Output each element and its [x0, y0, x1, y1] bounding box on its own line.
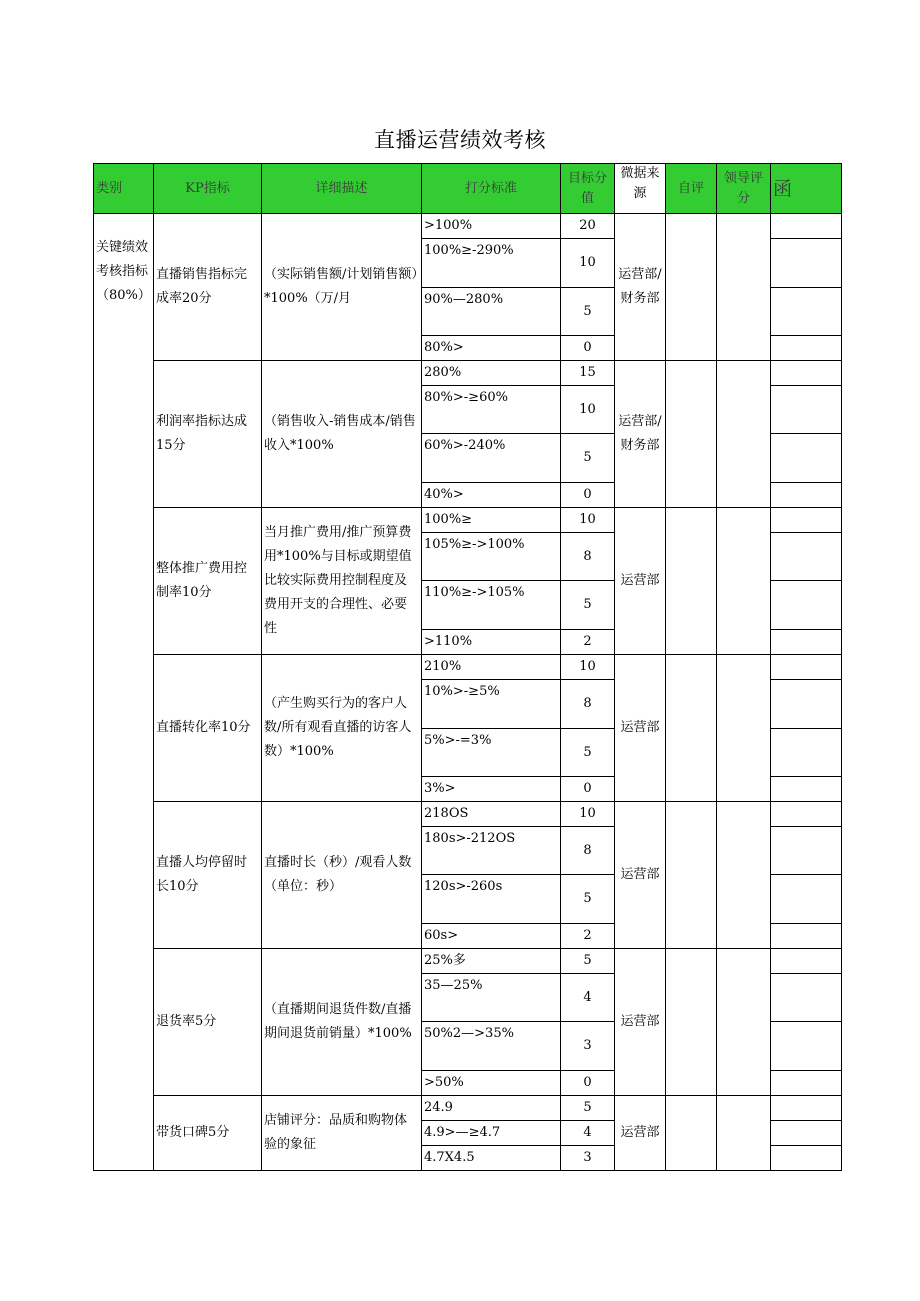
score-cell: 5 — [561, 434, 615, 483]
score-cell: 5 — [561, 581, 615, 630]
standard-cell: 24.9 — [422, 1096, 561, 1121]
score-cell: 2 — [561, 630, 615, 655]
header-self-eval: 自评 — [666, 164, 717, 214]
score-cell: 3 — [561, 1146, 615, 1171]
standard-cell: 60%>-240% — [422, 434, 561, 483]
table-row — [94, 1096, 842, 1121]
data-source-cell: 运营部 — [615, 949, 666, 1096]
score-cell: 5 — [561, 288, 615, 336]
header-standard: 打分标准 — [422, 164, 561, 214]
standard-cell: >100% — [422, 214, 561, 239]
score-cell: 0 — [561, 336, 615, 361]
final-score-cell[interactable] — [771, 924, 842, 949]
score-cell: 15 — [561, 361, 615, 386]
kpi-cell: 利润率指标达成15分 — [154, 361, 262, 508]
standard-cell: 40%> — [422, 483, 561, 508]
final-score-cell[interactable] — [771, 239, 842, 288]
data-source-cell: 运营部 — [615, 1096, 666, 1171]
standard-cell: 90%—280% — [422, 288, 561, 336]
final-score-cell[interactable] — [771, 1096, 842, 1121]
score-cell: 0 — [561, 483, 615, 508]
final-score-cell[interactable] — [771, 1022, 842, 1071]
final-score-cell[interactable] — [771, 386, 842, 434]
final-score-cell[interactable] — [771, 214, 842, 239]
score-cell: 10 — [561, 386, 615, 434]
final-score-cell[interactable] — [771, 949, 842, 974]
table-row — [94, 361, 842, 386]
standard-cell: 105%≥->100% — [422, 533, 561, 581]
final-score-cell[interactable] — [771, 336, 842, 361]
final-score-cell[interactable] — [771, 1146, 842, 1171]
final-score-cell[interactable] — [771, 581, 842, 630]
leader-eval-cell[interactable] — [717, 1096, 771, 1171]
score-cell: 8 — [561, 533, 615, 581]
leader-eval-cell[interactable] — [717, 655, 771, 802]
final-score-cell[interactable] — [771, 434, 842, 483]
description-cell: 当月推广费用/推广预算费用*100%与目标或期望值比较实际费用控制程度及费用开支的合理性、必要性 — [262, 508, 422, 655]
header-data-source: 微据来源 — [615, 164, 666, 214]
standard-cell: 4.7X4.5 — [422, 1146, 561, 1171]
leader-eval-cell[interactable] — [717, 508, 771, 655]
data-source-cell: 运营部 — [615, 802, 666, 949]
final-score-cell[interactable] — [771, 777, 842, 802]
kpi-cell: 直播转化率10分 — [154, 655, 262, 802]
score-cell: 5 — [561, 875, 615, 924]
score-cell: 4 — [561, 1121, 615, 1146]
standard-cell: 10%>-≥5% — [422, 680, 561, 729]
data-source-cell: 运营部/财务部 — [615, 214, 666, 361]
standard-cell: 60s> — [422, 924, 561, 949]
final-score-cell[interactable] — [771, 483, 842, 508]
score-cell: 0 — [561, 1071, 615, 1096]
standard-cell: 25%多 — [422, 949, 561, 974]
kpi-cell: 直播人均停留时长10分 — [154, 802, 262, 949]
score-cell: 0 — [561, 777, 615, 802]
standard-cell: 210% — [422, 655, 561, 680]
score-cell: 8 — [561, 827, 615, 875]
category-cell: 关键绩效考核指标（80%） — [94, 214, 154, 1171]
table-row — [94, 214, 842, 239]
final-score-cell[interactable] — [771, 361, 842, 386]
data-source-cell: 运营部/财务部 — [615, 361, 666, 508]
data-source-cell: 运营部 — [615, 508, 666, 655]
final-score-cell[interactable] — [771, 875, 842, 924]
final-score-cell[interactable] — [771, 1121, 842, 1146]
score-cell: 2 — [561, 924, 615, 949]
kpi-cell: 退货率5分 — [154, 949, 262, 1096]
score-cell: 3 — [561, 1022, 615, 1071]
kpi-table — [93, 163, 842, 1171]
standard-cell: 80%>-≥60% — [422, 386, 561, 434]
kpi-cell: 直播销售指标完成率20分 — [154, 214, 262, 361]
self-eval-cell[interactable] — [666, 655, 717, 802]
description-cell: （实际销售额/计划销售额）*100%（万/月 — [262, 214, 422, 361]
description-cell: （产生购买行为的客户人数/所有观看直播的访客人数）*100% — [262, 655, 422, 802]
standard-cell: 35—25% — [422, 974, 561, 1022]
score-cell: 5 — [561, 1096, 615, 1121]
score-cell: 10 — [561, 802, 615, 827]
leader-eval-cell[interactable] — [717, 361, 771, 508]
table-row — [94, 802, 842, 827]
header-category: 类别 — [94, 164, 154, 214]
standard-cell: 4.9>—≥4.7 — [422, 1121, 561, 1146]
header-last: 函 — [771, 164, 842, 214]
score-cell: 5 — [561, 729, 615, 777]
final-score-cell[interactable] — [771, 802, 842, 827]
score-cell: 10 — [561, 508, 615, 533]
score-cell: 20 — [561, 214, 615, 239]
self-eval-cell[interactable] — [666, 802, 717, 949]
final-score-cell[interactable] — [771, 680, 842, 729]
header-description: 详细描述 — [262, 164, 422, 214]
self-eval-cell[interactable] — [666, 1096, 717, 1171]
score-cell: 10 — [561, 655, 615, 680]
final-score-cell[interactable] — [771, 630, 842, 655]
standard-cell: 3%> — [422, 777, 561, 802]
final-score-cell[interactable] — [771, 1071, 842, 1096]
final-score-cell[interactable] — [771, 508, 842, 533]
standard-cell: 280% — [422, 361, 561, 386]
header-leader-eval: 领导评分 — [717, 164, 771, 214]
self-eval-cell[interactable] — [666, 214, 717, 361]
table-row — [94, 949, 842, 974]
standard-cell: 180s>-212OS — [422, 827, 561, 875]
data-source-cell: 运营部 — [615, 655, 666, 802]
standard-cell: 80%> — [422, 336, 561, 361]
leader-eval-cell[interactable] — [717, 214, 771, 361]
standard-cell: 100%≥-290% — [422, 239, 561, 288]
final-score-cell[interactable] — [771, 655, 842, 680]
header-target-score: 目标分值 — [561, 164, 615, 214]
description-cell: 店铺评分：品质和购物体验的象征 — [262, 1096, 422, 1171]
standard-cell: 50%2—>35% — [422, 1022, 561, 1071]
kpi-cell: 整体推广费用控制率10分 — [154, 508, 262, 655]
standard-cell: 100%≥ — [422, 508, 561, 533]
score-cell: 4 — [561, 974, 615, 1022]
standard-cell: 120s>-260s — [422, 875, 561, 924]
self-eval-cell[interactable] — [666, 508, 717, 655]
score-cell: 10 — [561, 239, 615, 288]
table-row — [94, 655, 842, 680]
standard-cell: >50% — [422, 1071, 561, 1096]
score-cell: 8 — [561, 680, 615, 729]
description-cell: （直播期间退货件数/直播期间退货前销量）*100% — [262, 949, 422, 1096]
final-score-cell[interactable] — [771, 974, 842, 1022]
page-title: 直播运营绩效考核 — [374, 128, 546, 152]
self-eval-cell[interactable] — [666, 949, 717, 1096]
leader-eval-cell[interactable] — [717, 802, 771, 949]
table-row — [94, 508, 842, 533]
final-score-cell[interactable] — [771, 729, 842, 777]
standard-cell: 218OS — [422, 802, 561, 827]
kpi-cell: 带货口碑5分 — [154, 1096, 262, 1171]
standard-cell: >110% — [422, 630, 561, 655]
score-cell: 5 — [561, 949, 615, 974]
standard-cell: 110%≥->105% — [422, 581, 561, 630]
description-cell: （销售收入-销售成本/销售收入*100% — [262, 361, 422, 508]
table-header-row — [94, 164, 842, 214]
final-score-cell[interactable] — [771, 288, 842, 336]
final-score-cell[interactable] — [771, 827, 842, 875]
standard-cell: 5%>-=3% — [422, 729, 561, 777]
final-score-cell[interactable] — [771, 533, 842, 581]
leader-eval-cell[interactable] — [717, 949, 771, 1096]
header-kpi: KP指标 — [154, 164, 262, 214]
description-cell: 直播时长（秒）/观看人数（单位：秒） — [262, 802, 422, 949]
self-eval-cell[interactable] — [666, 361, 717, 508]
